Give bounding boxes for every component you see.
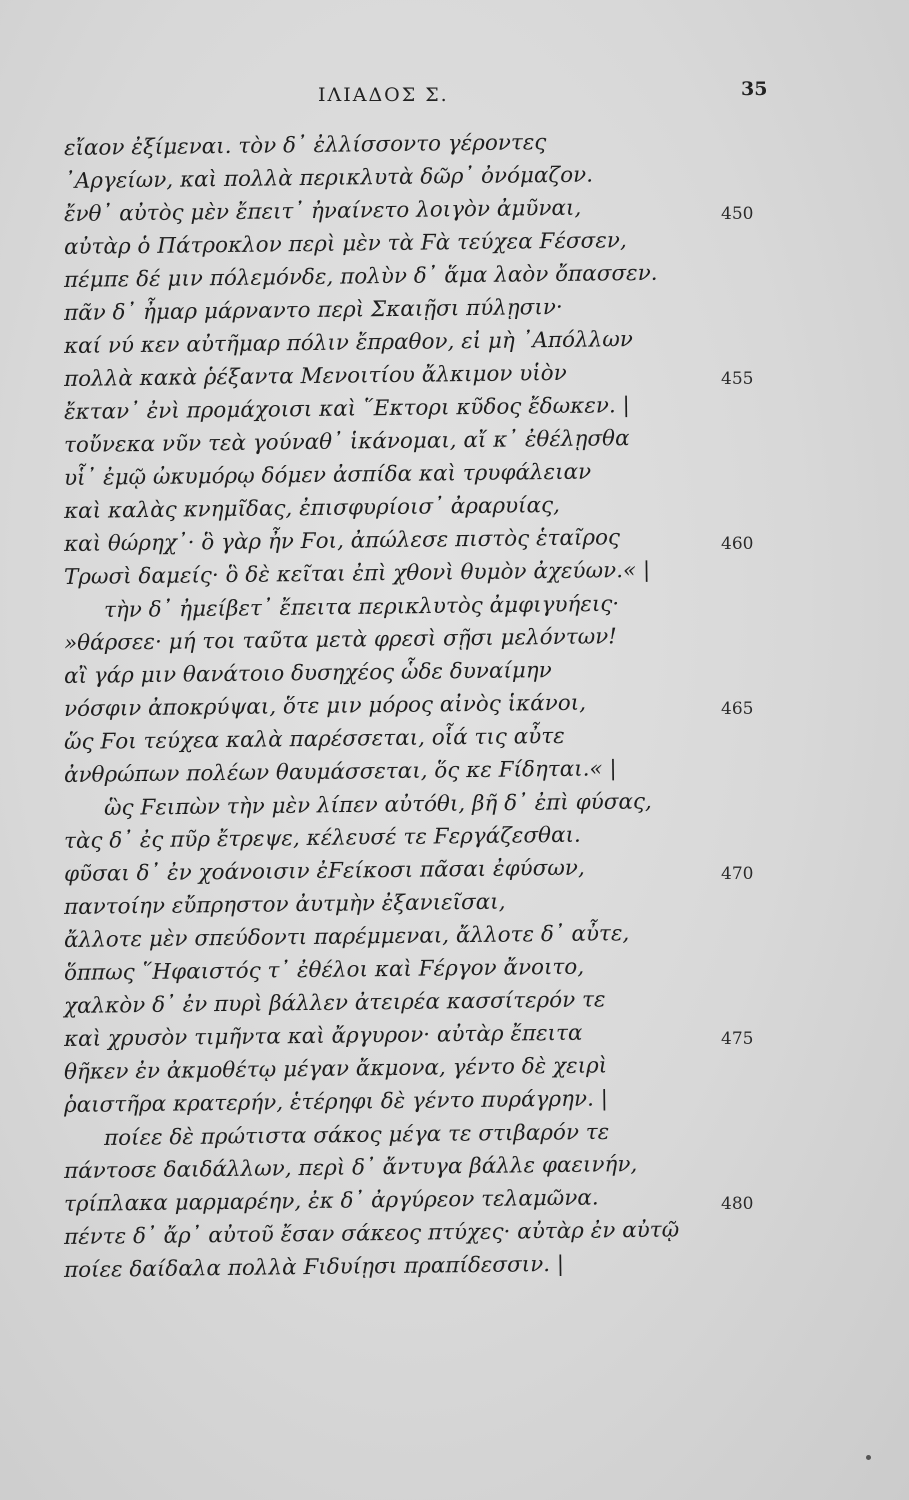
verse-line <box>0 987 909 1023</box>
verse-text: ποίεε δαίδαλα πολλὰ Ϝιδυίῃσι πραπίδεσσιν. | <box>63 1251 565 1283</box>
line-number: 465 <box>721 699 754 719</box>
verse-text: πᾶν δ᾽ ἦμαρ μάρναντο περὶ Σκαιῇσι πύλῃσιν· <box>63 294 563 326</box>
verse-line <box>0 690 909 726</box>
verse-text: ἔκταν᾽ ἐνὶ προμάχοισι καὶ ῞Εκτορι κῦδος ἔδωκεν. | <box>63 393 630 425</box>
verse-line <box>0 327 909 363</box>
verse-line <box>0 1086 909 1122</box>
verse-text: νόσφιν ἀποκρύψαι, ὅτε μιν μόρος αἰνὸς ἱκάνοι, <box>63 690 587 722</box>
verse-line <box>0 660 909 693</box>
verse-text: τὰς δ᾽ ἐς πῦρ ἔτρεψε, κέλευσέ τε Ϝεργάζεσθαι. <box>63 822 581 854</box>
verse-text: αἲ γάρ μιν θανάτοιο δυσηχέος ὧδε δυναίμην <box>63 658 552 689</box>
verse-text: θῆκεν ἐν ἀκμοθέτῳ μέγαν ἄκμονα, γέντο δὲ χειρὶ <box>63 1053 608 1085</box>
verse-line <box>0 162 909 198</box>
verse-line <box>0 132 909 165</box>
verse-text: ὣς Ϝειπὼν τὴν μὲν λίπεν αὐτόθι, βῆ δ᾽ ἐπὶ φύσας, <box>103 789 652 821</box>
verse-text: »θάρσεε· μή τοι ταῦτα μετὰ φρεσὶ σῇσι μελόντων! <box>63 624 618 656</box>
verse-text: εἴαον ἐξίμεναι. τὸν δ᾽ ἐλλίσσοντο γέροντες <box>63 130 547 161</box>
line-number: 470 <box>721 864 754 884</box>
page-number: 35 <box>741 78 768 100</box>
verse-line <box>0 891 909 924</box>
verse-text: χαλκὸν δ᾽ ἐν πυρὶ βάλλεν ἀτειρέα κασσίτερόν τε <box>63 987 606 1019</box>
verse-text: ἀνθρώπων πολέων θαυμάσσεται, ὅς κε Ϝίδηται.« | <box>63 756 617 788</box>
verse-line <box>0 921 909 957</box>
verse-line <box>0 954 909 990</box>
verse-line <box>0 624 909 660</box>
verse-line <box>0 195 909 231</box>
verse-line <box>0 557 909 594</box>
verse-line <box>0 1053 909 1089</box>
verse-line <box>0 459 909 495</box>
verse-line <box>0 1217 909 1254</box>
verse-line <box>0 260 909 297</box>
verse-line <box>0 1151 909 1188</box>
verse-line <box>0 789 909 825</box>
verse-text: ἄλλοτε μὲν σπεύδοντι παρέμμεναι, ἄλλοτε δ᾽ αὖτε, <box>63 921 630 953</box>
running-title: ΙΛΙΑΔΟΣ Σ. <box>318 84 449 106</box>
verse-text: τὴν δ᾽ ἠμείβετ᾽ ἔπειτα περικλυτὸς ἀμφιγυήεις· <box>103 591 620 623</box>
line-number: 450 <box>721 204 754 224</box>
verse-text: καὶ χρυσὸν τιμῆντα καὶ ἄργυρον· αὐτὰρ ἔπειτα <box>63 1020 583 1052</box>
verse-text: υἷ᾽ ἐμῷ ὠκυμόρῳ δόμεν ἀσπίδα καὶ τρυφάλειαν <box>63 459 592 491</box>
verse-text: ῥαιστῆρα κρατερήν, ἑτέρηφι δὲ γέντο πυράγρην. | <box>63 1086 609 1118</box>
page-header <box>0 78 909 114</box>
verse-line <box>0 228 909 264</box>
verse-line <box>0 822 909 858</box>
verse-line <box>0 723 909 759</box>
verse-text: τοὔνεκα νῦν τεὰ γούναθ᾽ ἱκάνομαι, αἴ κ᾽ ἐθέλῃσθα <box>63 426 630 458</box>
verse-line <box>0 756 909 792</box>
verse-text: τρίπλακα μαρμαρέην, ἐκ δ᾽ ἀργύρεον τελαμῶνα. <box>63 1185 599 1217</box>
verse-line <box>0 360 909 396</box>
verse-text: ὅππως ῞Ηφαιστός τ᾽ ἐθέλοι καὶ Ϝέργον ἄνοιτο, <box>63 954 585 986</box>
verse-text: ὥς Ϝοι τεύχεα καλὰ παρέσσεται, οἷά τις αὖτε <box>63 723 565 755</box>
verse-line <box>0 393 909 429</box>
verse-text: πέμπε δέ μιν πόλεμόνδε, πολὺν δ᾽ ἅμα λαὸν ὄπασσεν. <box>63 260 658 293</box>
verse-text: καὶ καλὰς κνημῖδας, ἐπισφυρίοισ᾽ ἀραρυίας, <box>63 492 561 524</box>
paper-speck <box>866 1455 871 1460</box>
verse-text: ᾽Αργείων, καὶ πολλὰ περικλυτὰ δῶρ᾽ ὀνόμαζον. <box>63 162 594 194</box>
verse-text: πάντοσε δαιδάλλων, περὶ δ᾽ ἄντυγα βάλλε φαεινήν, <box>63 1151 638 1184</box>
line-number: 480 <box>721 1194 754 1214</box>
verse-text: φῦσαι δ᾽ ἐν χοάνοισιν ἐϜείκοσι πᾶσαι ἐφύσων, <box>63 855 585 887</box>
verse-line <box>0 1251 909 1287</box>
line-number: 455 <box>721 369 754 389</box>
verse-text: Τρωσὶ δαμείς· ὃ δὲ κεῖται ἐπὶ χθονὶ θυμὸν ἀχεύων.« | <box>63 557 651 590</box>
verse-line <box>0 426 909 462</box>
line-number: 460 <box>721 534 754 554</box>
line-number: 475 <box>721 1029 754 1049</box>
verse-line <box>0 492 909 528</box>
verse-text: ἔνθ᾽ αὐτὸς μὲν ἔπειτ᾽ ἠναίνετο λοιγὸν ἀμῦναι, <box>63 195 582 227</box>
verse-line <box>0 591 909 627</box>
verse-line <box>0 855 909 891</box>
verse-line <box>0 1119 909 1155</box>
verse-text: ποίεε δὲ πρώτιστα σάκος μέγα τε στιβαρόν τε <box>103 1119 610 1151</box>
verse-line <box>0 1020 909 1056</box>
verse-text: καί νύ κεν αὐτῆμαρ πόλιν ἔπραθον, εἰ μὴ ᾽Απόλλων <box>63 327 634 359</box>
verse-block <box>0 132 909 1287</box>
verse-text: παντοίην εὔπρηστον ἀυτμὴν ἐξανιεῖσαι, <box>63 889 506 920</box>
verse-line <box>0 294 909 330</box>
verse-text: πέντε δ᾽ ἄρ᾽ αὐτοῦ ἔσαν σάκεος πτύχες· αὐτὰρ ἐν αὐτῷ <box>63 1217 680 1250</box>
verse-line <box>0 525 909 561</box>
verse-text: καὶ θώρηχ᾽· ὃ γὰρ ἦν Ϝοι, ἀπώλεσε πιστὸς ἑταῖρος <box>63 525 621 557</box>
verse-text: πολλὰ κακὰ ῥέξαντα Μενοιτίου ἄλκιμον υἱὸν <box>63 360 567 392</box>
verse-text: αὐτὰρ ὁ Πάτροκλον περὶ μὲν τὰ Ϝὰ τεύχεα Ϝέσσεν, <box>63 228 627 260</box>
verse-line <box>0 1185 909 1221</box>
